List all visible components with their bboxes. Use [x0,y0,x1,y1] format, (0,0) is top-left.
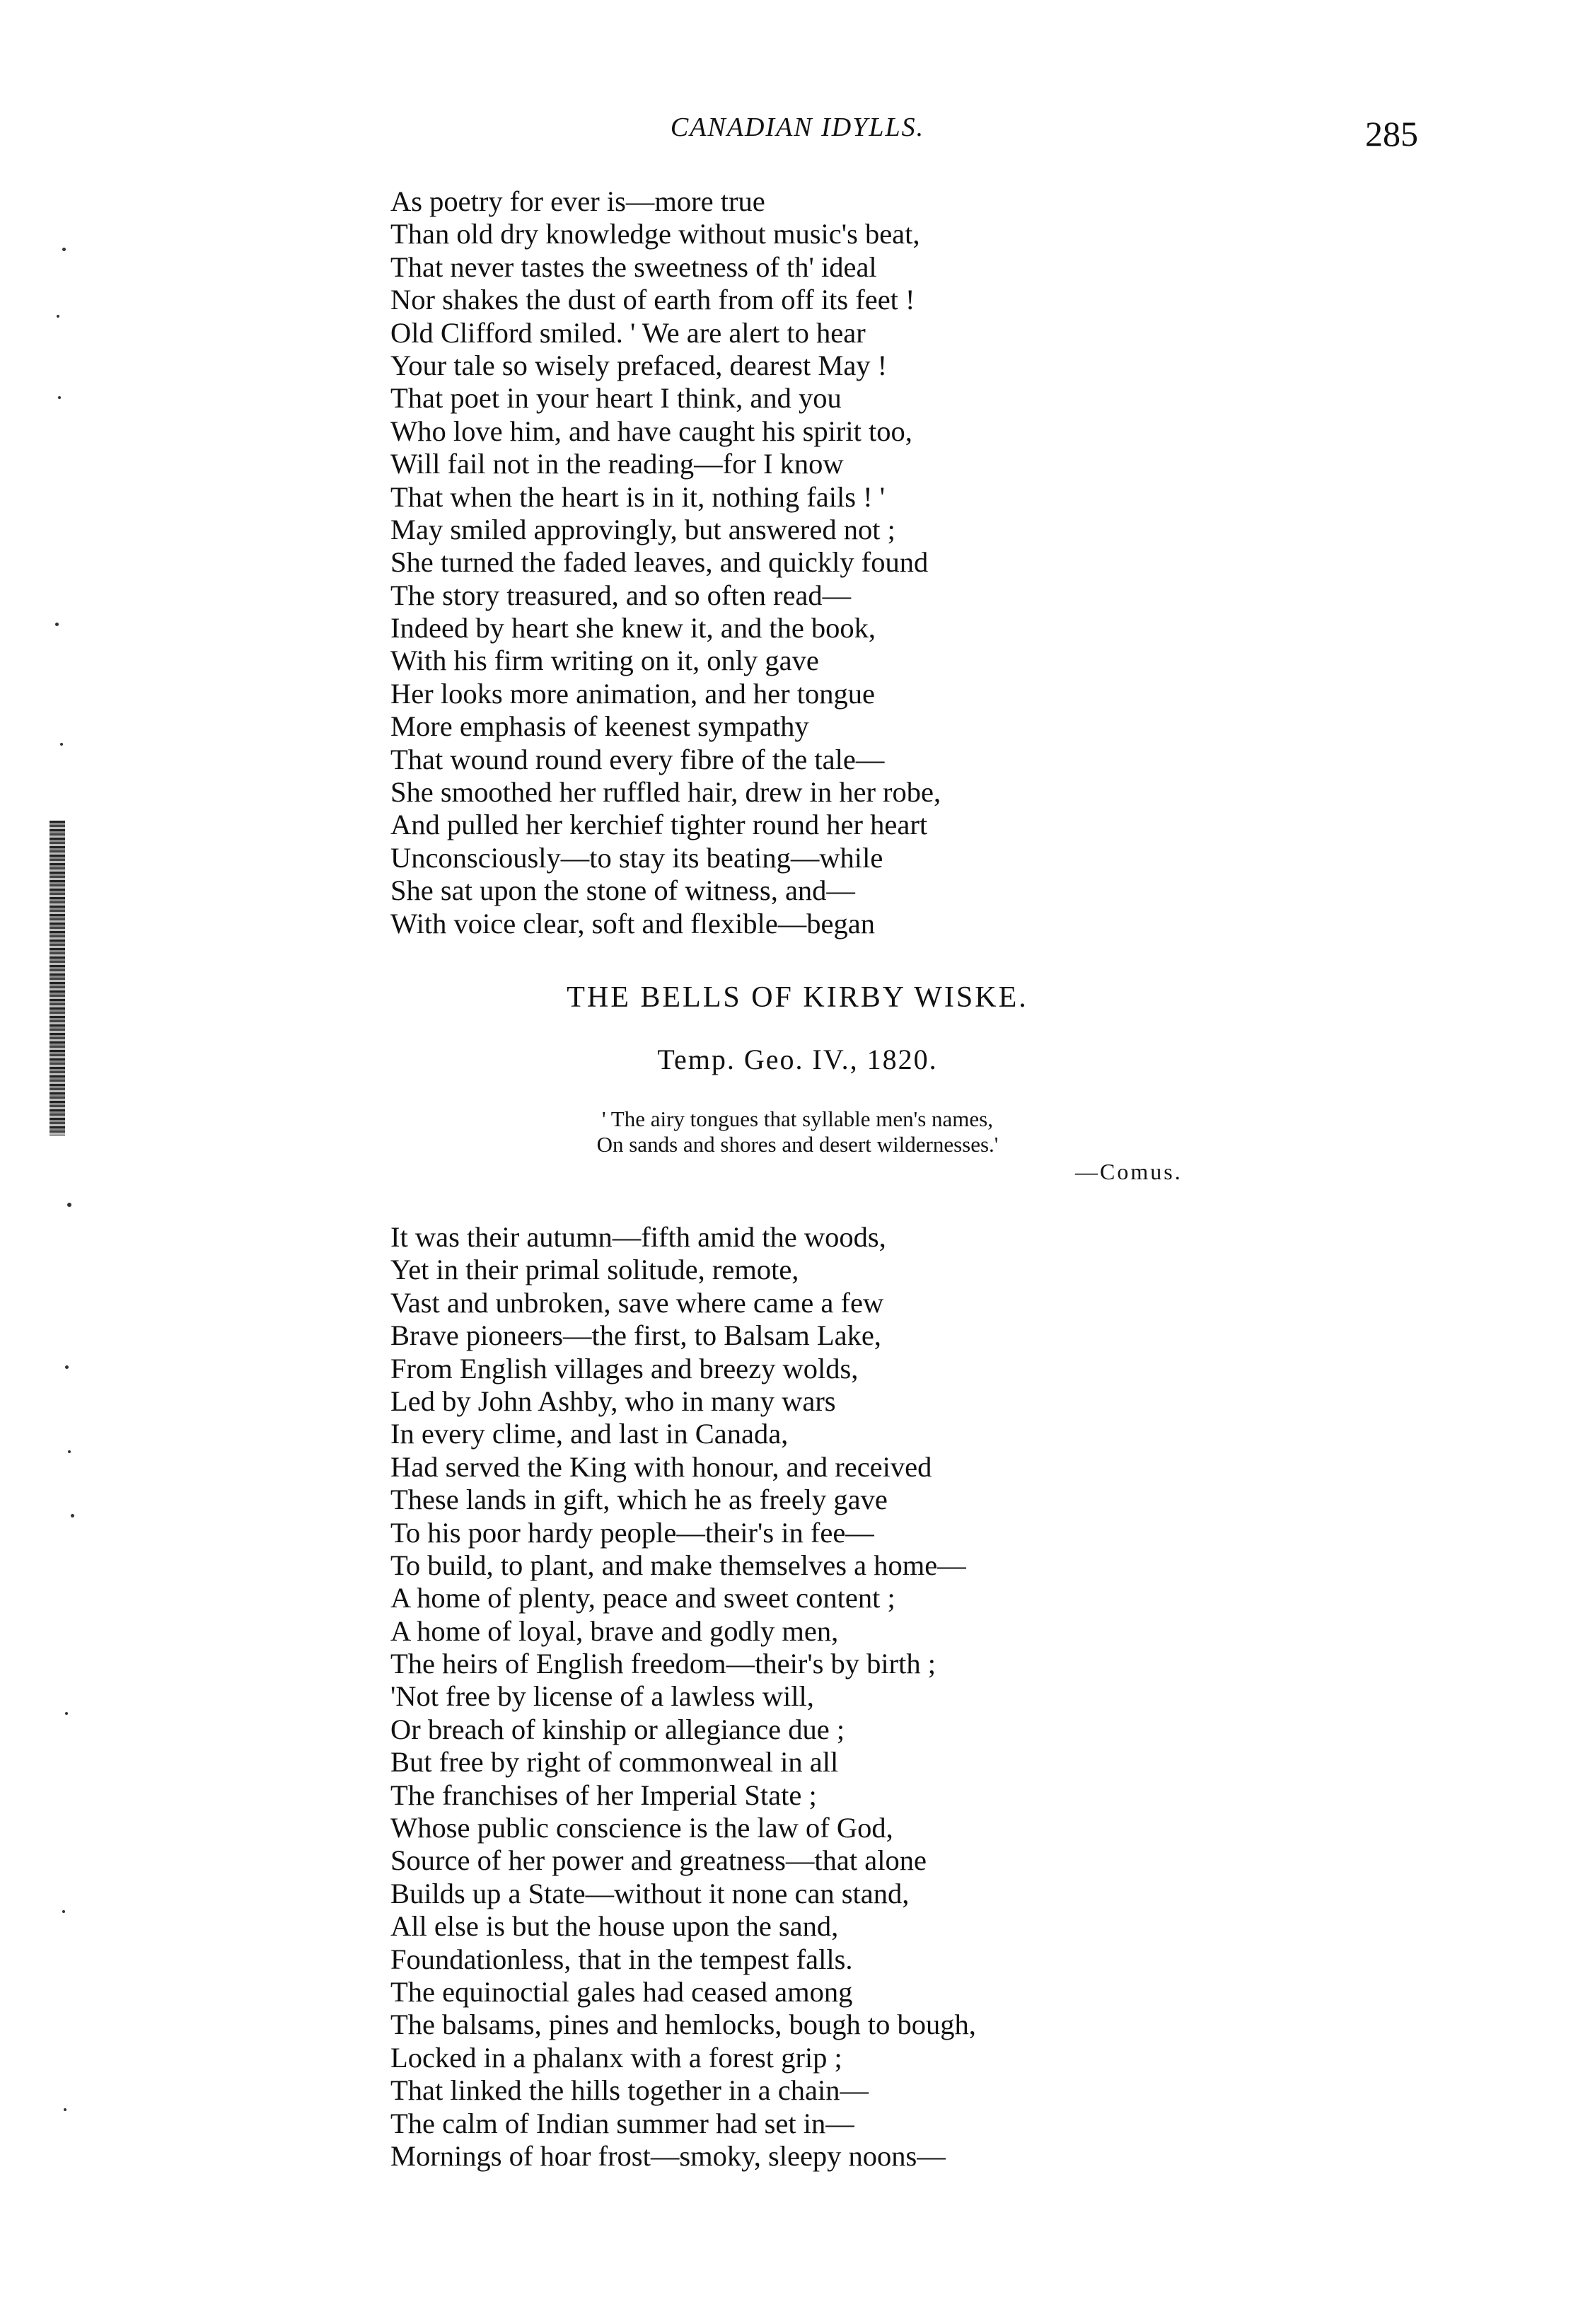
verse-line: That never tastes the sweetness of th' ideal [390,250,877,283]
verse-line: Than old dry knowledge without music's beat, [390,218,920,250]
poem-subtitle: Temp. Geo. IV., 1820. [657,1044,938,1075]
verse-line: With voice clear, soft and flexible—began [390,907,875,940]
verse-line: Old Clifford smiled. ' We are alert to hear [390,316,866,349]
verse-line: Who love him, and have caught his spirit too, [390,415,912,447]
verse-line: Brave pioneers—the first, to Balsam Lake, [390,1319,881,1352]
margin-speck [62,1910,65,1913]
verse-line: She sat upon the stone of witness, and— [390,874,855,907]
margin-speck [62,248,66,251]
poem-verse [390,1221,976,2173]
epigraph-line-1: ' The airy tongues that syllable men's names, [602,1106,993,1131]
epigraph-line-2: On sands and shores and desert wildernesses.' [596,1132,999,1157]
verse-line: In every clime, and last in Canada, [390,1418,789,1450]
binding-edge-scan-artifact [50,821,65,1135]
running-title: CANADIAN IDYLLS. [670,112,925,142]
verse-line: Whose public conscience is the law of God, [390,1812,893,1844]
verse-line: The heirs of English freedom—their's by birth ; [390,1648,936,1680]
verse-line: Builds up a State—without it none can stand, [390,1877,910,1909]
verse-line: Mornings of hoar frost—smoky, sleepy noons— [390,2139,946,2172]
margin-speck [65,1712,68,1715]
verse-line: To his poor hardy people—their's in fee— [390,1516,874,1549]
verse-line: Led by John Ashby, who in many wars [390,1384,836,1417]
margin-speck [55,623,59,626]
verse-line: Foundationless, that in the tempest falls. [390,1943,853,1975]
verse-line: Unconsciously—to stay its beating—while [390,841,883,874]
verse-line: Vast and unbroken, save where came a few [390,1286,884,1319]
verse-line: Her looks more animation, and her tongue [390,677,875,710]
verse-line: She smoothed her ruffled hair, drew in her robe, [390,776,941,809]
verse-line: A home of loyal, brave and godly men, [390,1614,839,1647]
margin-speck [65,1365,69,1369]
verse-line: The story treasured, and so often read— [390,579,852,611]
verse-line: But free by right of commonweal in all [390,1746,839,1779]
verse-line: The equinoctial gales had ceased among [390,1975,853,2008]
margin-speck [58,396,61,399]
verse-line: That wound round every fibre of the tale— [390,743,885,775]
intro-verse [390,185,941,940]
verse-line: All else is but the house upon the sand, [390,1910,839,1943]
verse-line: As poetry for ever is—more true [390,185,765,217]
verse-line: Your tale so wisely prefaced, dearest May ! [390,349,888,381]
page-number: 285 [1365,114,1418,154]
verse-line: Yet in their primal solitude, remote, [390,1254,799,1286]
verse-line: A home of plenty, peace and sweet content ; [390,1582,895,1614]
verse-line: That poet in your heart I think, and you [390,382,842,415]
verse-line: Or breach of kinship or allegiance due ; [390,1713,845,1745]
margin-speck [67,1203,71,1207]
margin-speck [64,2108,66,2111]
verse-line: It was their autumn—fifth amid the woods, [390,1221,886,1253]
verse-line: Locked in a phalanx with a forest grip ; [390,2041,842,2074]
verse-line: She turned the faded leaves, and quickly found [390,546,929,579]
verse-line: Will fail not in the reading—for I know [390,448,844,480]
poem-title: THE BELLS OF KIRBY WISKE. [567,981,1028,1014]
verse-line: More emphasis of keenest sympathy [390,710,809,743]
verse-line: Nor shakes the dust of earth from off its feet ! [390,284,915,316]
verse-line: Source of her power and greatness—that alone [390,1844,927,1877]
verse-line: That linked the hills together in a chain— [390,2074,869,2107]
epigraph [0,1106,1595,1157]
verse-line: And pulled her kerchief tighter round her heart [390,809,928,841]
verse-line: May smiled approvingly, but answered not ; [390,513,895,545]
verse-line: From English villages and breezy wolds, [390,1352,859,1384]
verse-line: 'Not free by license of a lawless will, [390,1680,814,1713]
verse-line: That when the heart is in it, nothing fails ! ' [390,480,886,513]
verse-line: The franchises of her Imperial State ; [390,1779,817,1811]
verse-line: With his firm writing on it, only gave [390,644,819,677]
verse-line: The balsams, pines and hemlocks, bough to bough, [390,2008,976,2041]
verse-line: Had served the King with honour, and received [390,1450,932,1483]
verse-line: These lands in gift, which he as freely gave [390,1484,888,1516]
margin-speck [71,1514,74,1517]
verse-line: To build, to plant, and make themselves a home— [390,1549,966,1581]
margin-speck [60,743,63,746]
verse-line: Indeed by heart she knew it, and the book, [390,612,876,644]
verse-line: The calm of Indian summer had set in— [390,2107,854,2139]
margin-speck [68,1450,71,1453]
margin-speck [57,315,59,318]
epigraph-source: —Comus. [1075,1159,1183,1184]
